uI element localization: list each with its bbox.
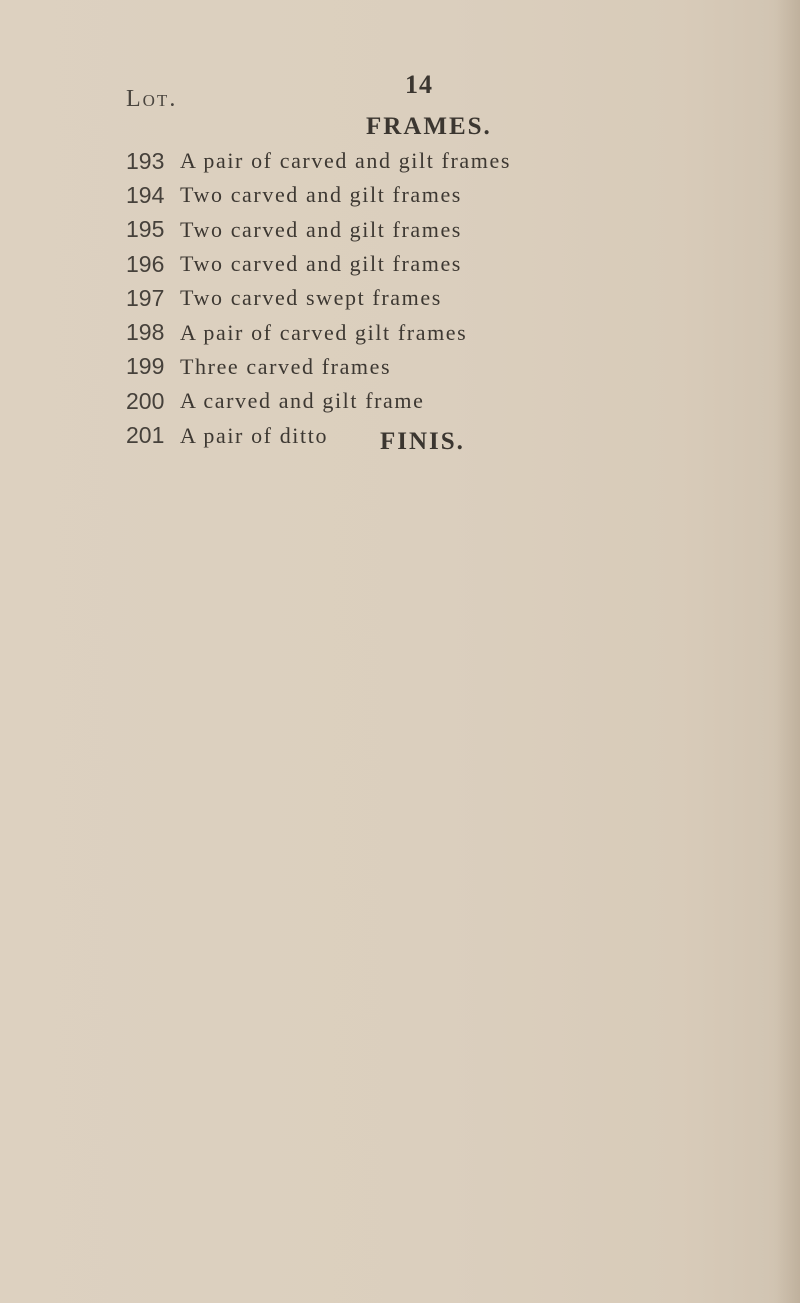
lot-description: Two carved and gilt frames — [180, 182, 462, 208]
lot-number: 195 — [126, 216, 165, 243]
list-item — [126, 350, 511, 384]
lot-description: Three carved frames — [180, 353, 392, 379]
page-edge-shadow — [776, 0, 800, 1303]
section-title: FRAMES. — [366, 113, 492, 140]
lot-number: 197 — [126, 284, 165, 311]
lot-number: 193 — [126, 147, 165, 174]
list-item — [126, 281, 511, 315]
list-item — [126, 247, 511, 281]
lot-column-heading: Lot. — [126, 86, 178, 112]
lot-number: 194 — [126, 181, 165, 208]
lot-list — [126, 144, 511, 453]
lot-description: Two carved and gilt frames — [180, 216, 462, 242]
lot-description: A carved and gilt frame — [180, 388, 425, 414]
page-number: 14 — [405, 70, 433, 99]
list-item — [126, 384, 511, 418]
lot-description: A pair of carved and gilt frames — [180, 148, 511, 174]
lot-description: Two carved swept frames — [180, 285, 442, 311]
lot-description: A pair of carved gilt frames — [180, 319, 468, 345]
lot-number: 196 — [126, 250, 165, 277]
lot-number: 200 — [126, 387, 165, 414]
lot-description: Two carved and gilt frames — [180, 251, 462, 277]
list-item — [126, 315, 511, 349]
closing-finis: FINIS. — [380, 428, 465, 455]
lot-number: 199 — [126, 353, 165, 380]
list-item — [126, 144, 511, 178]
lot-description: A pair of ditto — [180, 422, 329, 448]
list-item — [126, 178, 511, 212]
lot-number: 201 — [126, 422, 165, 449]
lot-number: 198 — [126, 319, 165, 346]
list-item — [126, 213, 511, 247]
